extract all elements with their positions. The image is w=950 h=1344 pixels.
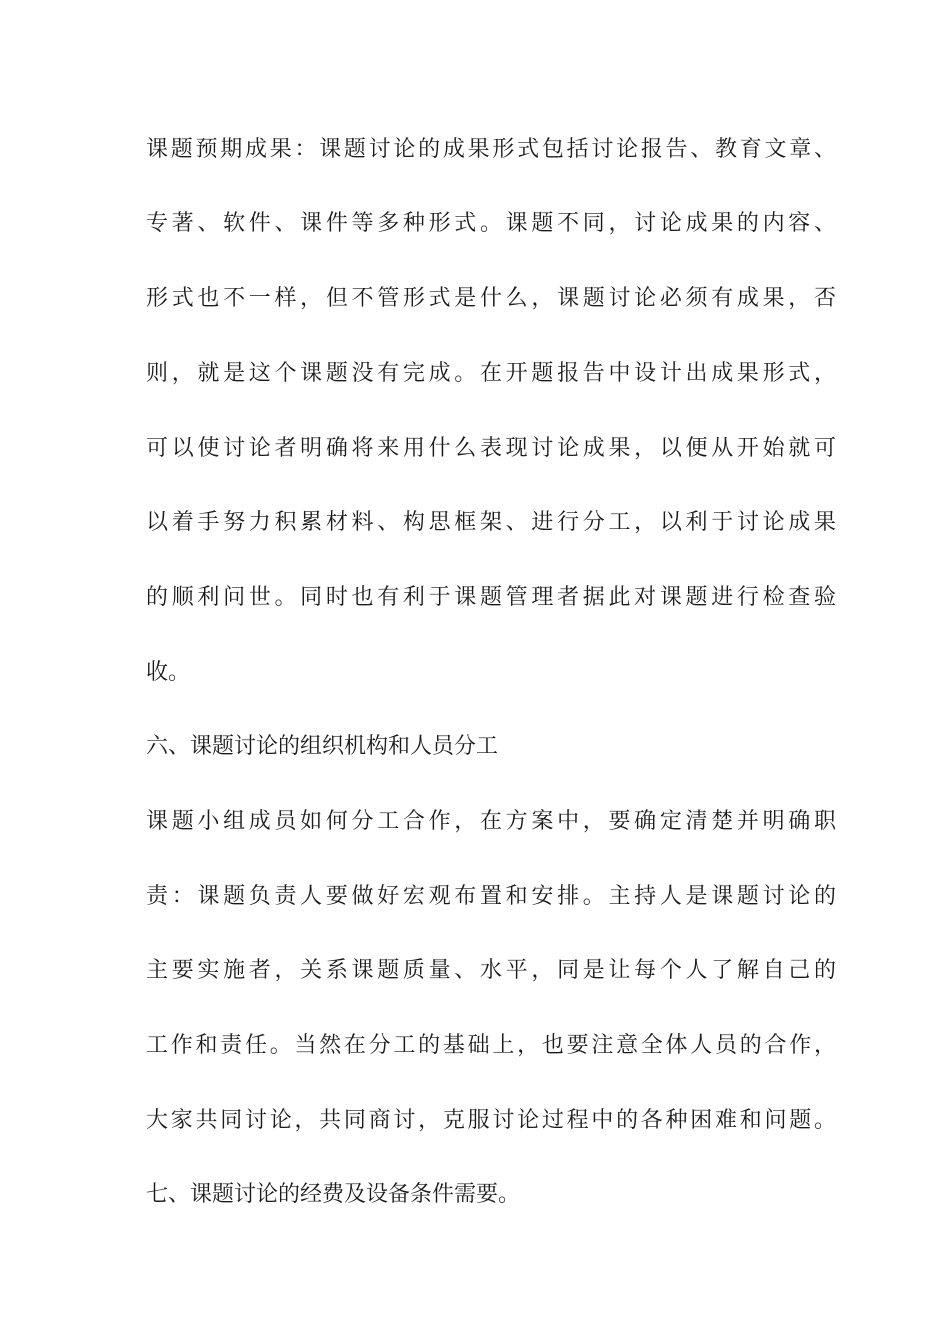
paragraph-line: 大家共同讨论，共同商讨，克服讨论过程中的各种困难和问题。 (146, 1108, 836, 1133)
paragraph-line: 工作和责任。当然在分工的基础上，也要注意全体人员的合作， (146, 1033, 836, 1058)
paragraph-line: 主要实施者，关系课题质量、水平，同是让每个人了解自己的 (146, 958, 836, 983)
paragraph-line: 课题小组成员如何分工合作，在方案中，要确定清楚并明确职 (146, 809, 836, 834)
paragraph-line: 形式也不一样，但不管形式是什么，课题讨论必须有成果，否 (146, 286, 836, 311)
paragraph-line: 责：课题负责人要做好宏观布置和安排。主持人是课题讨论的 (146, 884, 836, 909)
paragraph-line: 可以使讨论者明确将来用什么表现讨论成果，以便从开始就可 (146, 436, 836, 461)
paragraph-line: 则，就是这个课题没有完成。在开题报告中设计出成果形式， (146, 361, 836, 386)
paragraph-line: 专著、软件、课件等多种形式。课题不同，讨论成果的内容、 (146, 211, 836, 236)
section-heading: 六、课题讨论的组织机构和人员分工 (146, 734, 499, 759)
paragraph-line: 以着手努力积累材料、构思框架、进行分工，以利于讨论成果 (146, 510, 836, 535)
paragraph-line: 收。 (146, 660, 191, 685)
paragraph-line: 课题预期成果：课题讨论的成果形式包括讨论报告、教育文章、 (146, 137, 836, 162)
section-heading: 七、课题讨论的经费及设备条件需要。 (146, 1182, 521, 1207)
paragraph-line: 的顺利问世。同时也有利于课题管理者据此对课题进行检查验 (146, 585, 836, 610)
